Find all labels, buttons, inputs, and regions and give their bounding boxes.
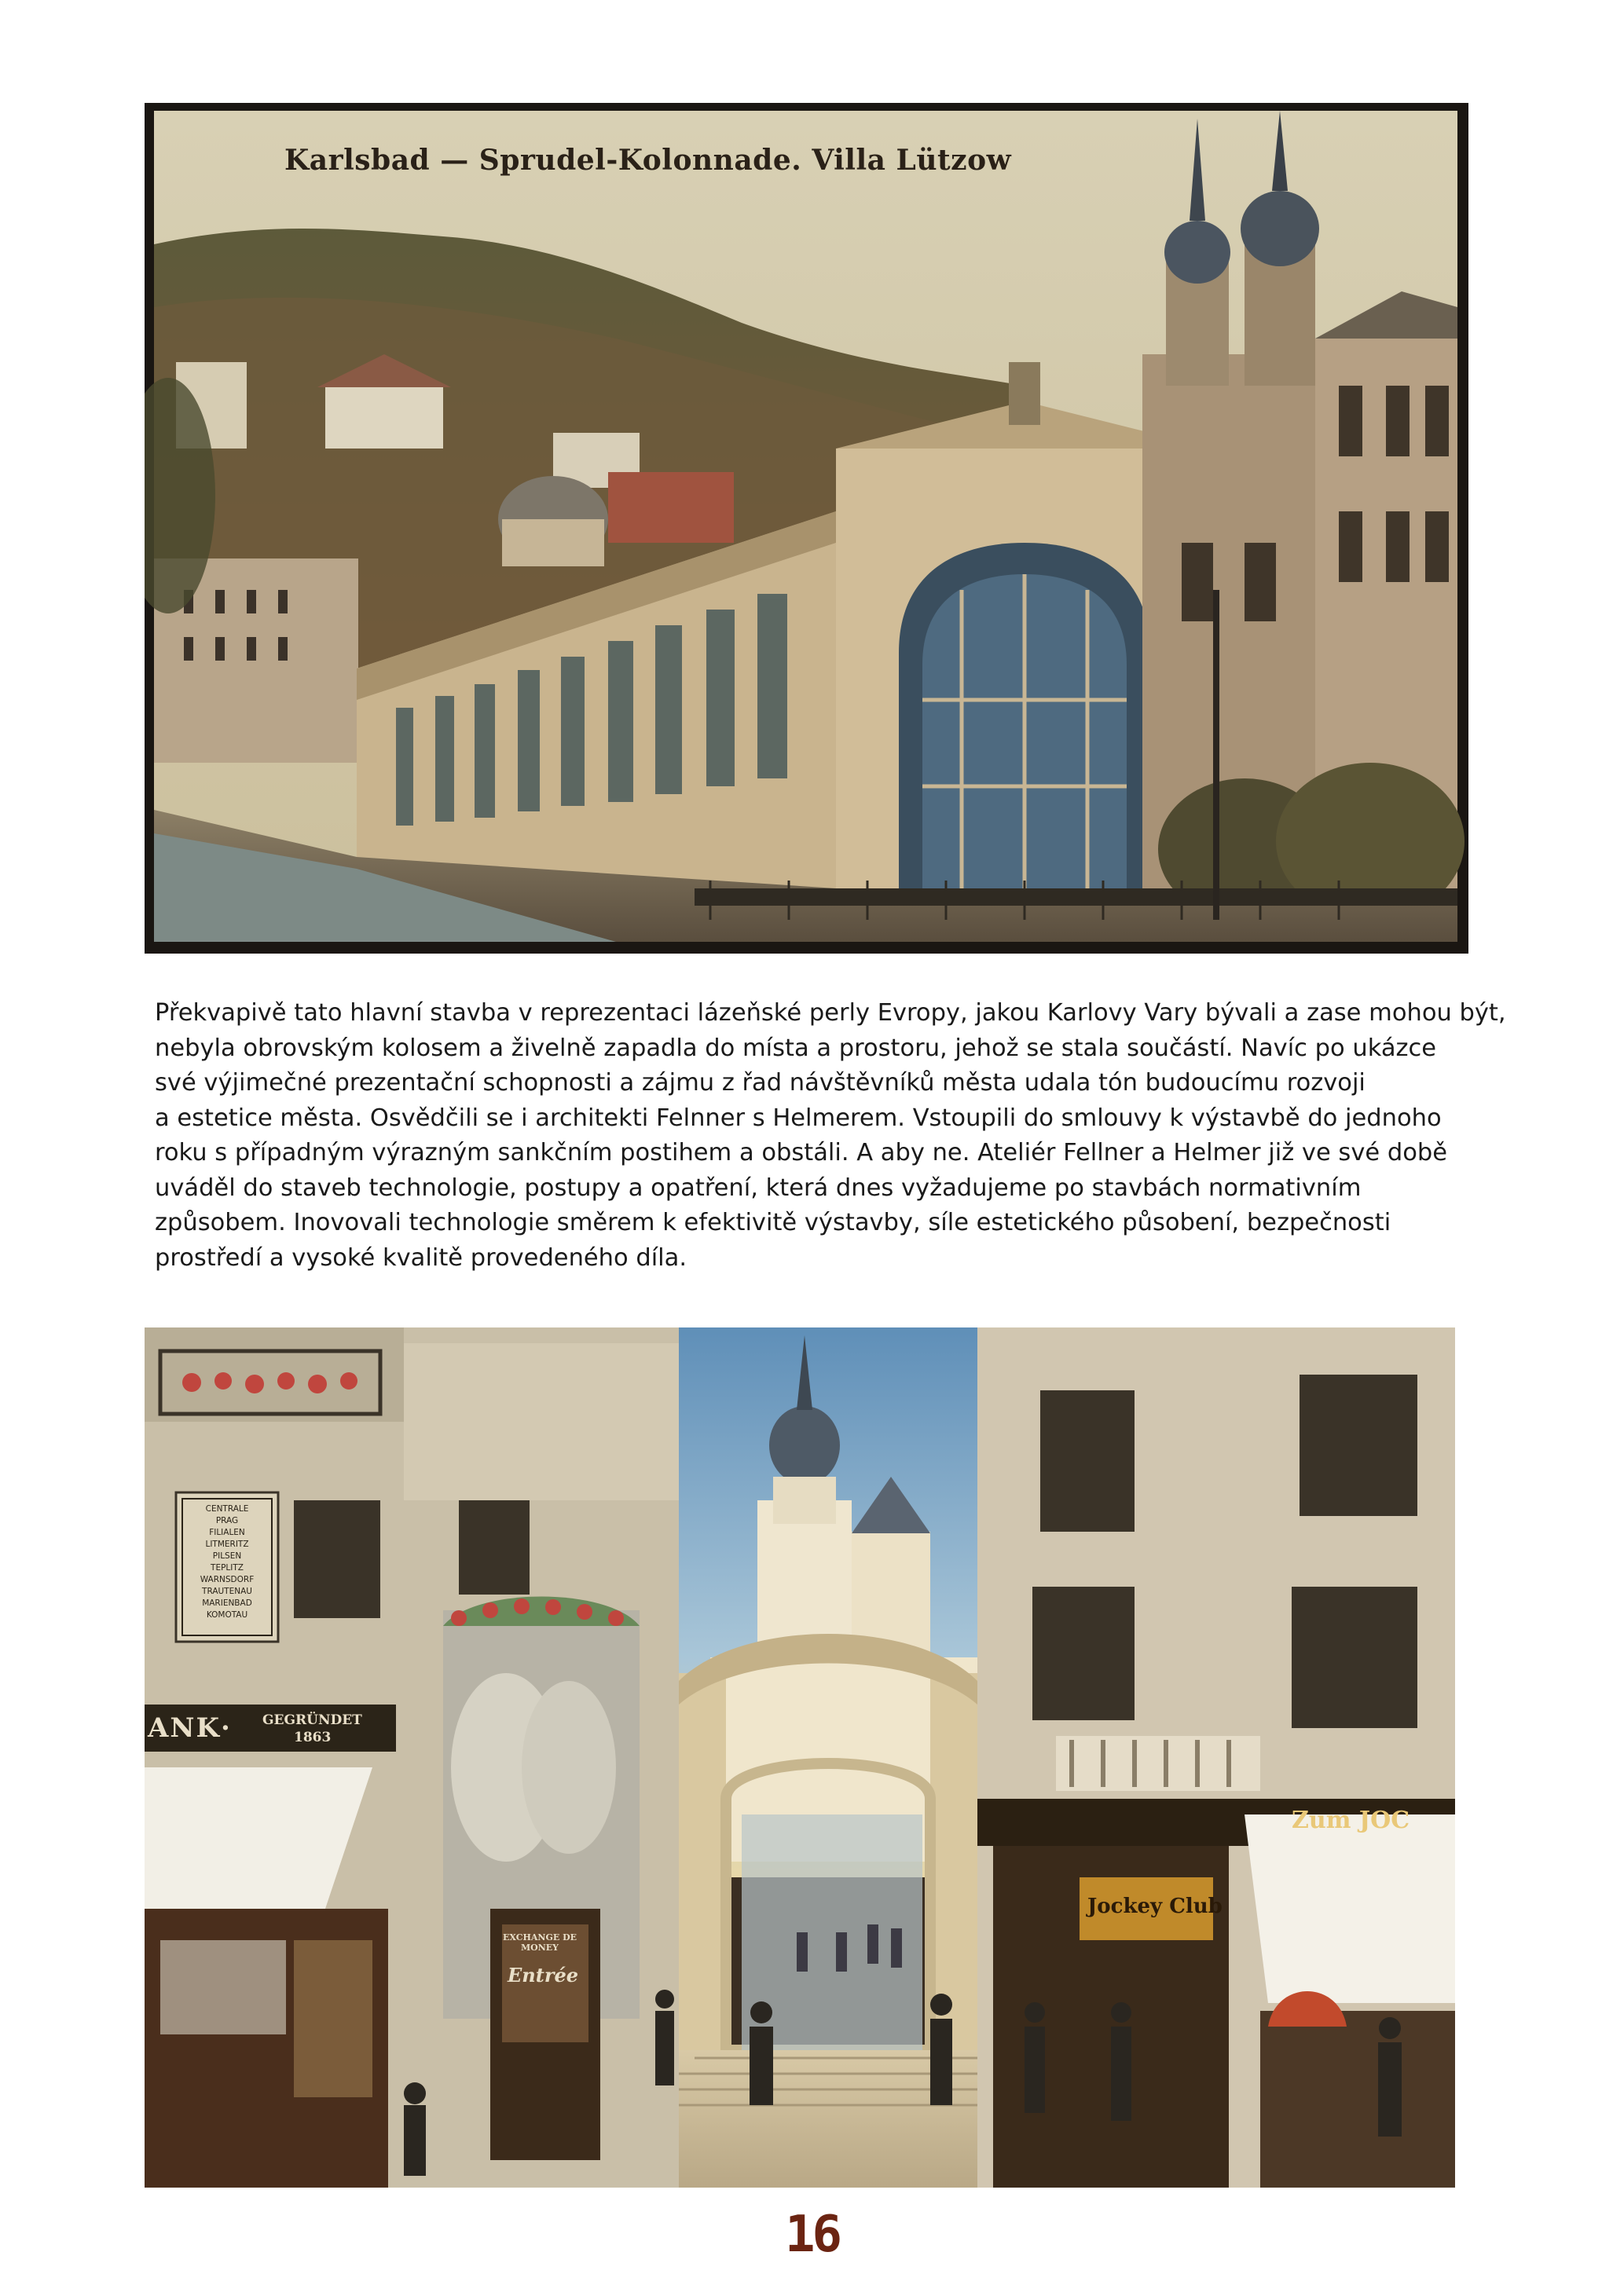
branch-list-board bbox=[185, 1503, 269, 1621]
branch-list-item: PILSEN bbox=[212, 1551, 242, 1561]
paragraph-line: způsobem. Inovovali technologie směrem k efektivitě výstavby, síle estetického působení, bezpečnosti bbox=[155, 1209, 1391, 1236]
paragraph-line: nebyla obrovským kolosem a živelně zapadla do místa a prostoru, jehož se stala součástí. Navíc po ukázce bbox=[155, 1034, 1437, 1062]
branch-list-item: CENTRALE bbox=[205, 1504, 249, 1514]
caption-colonnade: Sprudel-Kolonnade. bbox=[478, 144, 802, 177]
paragraph-line: uváděl do staveb technologie, postupy a opatření, která dnes vyžadujeme po stavbách normativním bbox=[155, 1174, 1362, 1202]
branch-list-item: KOMOTAU bbox=[206, 1610, 248, 1620]
branch-list-item: FILIALEN bbox=[209, 1528, 245, 1537]
exchange-sign: EXCHANGE DE MONEY bbox=[503, 1932, 577, 1953]
founded-year: 1863 bbox=[294, 1730, 332, 1745]
paragraph-line: roku s případným výrazným sankčním postihem a obstáli. A aby ne. Ateliér Fellner a Helmer již ve své době bbox=[155, 1139, 1447, 1166]
bank-sign: ANK· bbox=[148, 1712, 232, 1744]
founded-sign: GEGRÜNDET bbox=[262, 1712, 362, 1728]
street-view-postcard bbox=[145, 1327, 1455, 2188]
branch-list-item: LITMERITZ bbox=[205, 1540, 249, 1549]
branch-list-item: TRAUTENAU bbox=[202, 1587, 252, 1596]
paragraph-line: prostředí a vysoké kvalitě provedeného díla. bbox=[155, 1243, 687, 1272]
postcard-illustration bbox=[145, 103, 1468, 954]
street-illustration bbox=[145, 1327, 1455, 2188]
branch-list-item: TEPLITZ bbox=[211, 1563, 244, 1573]
caption-dash: — bbox=[440, 144, 469, 177]
caption-city: Karlsbad bbox=[284, 144, 431, 177]
branch-list-item: MARIENBAD bbox=[202, 1598, 252, 1608]
paragraph-line: Překvapivě tato hlavní stavba v reprezentaci lázeňské perly Evropy, jakou Karlovy Vary bývali a zase mohou být, bbox=[155, 999, 1506, 1027]
paragraph-line: a estetice města. Osvědčili se i architekti Felnner s Helmerem. Vstoupili do smlouvy k výstavbě do jednoho bbox=[155, 1104, 1442, 1132]
postcard-caption bbox=[284, 144, 1011, 177]
zum-sign: Zum JOC bbox=[1292, 1807, 1410, 1834]
branch-list-item: WARNSDORF bbox=[200, 1575, 255, 1584]
caption-villa: Villa Lützow bbox=[812, 144, 1012, 177]
sprudel-colonnade-postcard bbox=[145, 103, 1468, 954]
paragraph-line: své výjimečné prezentační schopnosti a zájmu z řad návštěvníků města udala tón budoucímu rozvoji bbox=[155, 1069, 1366, 1097]
body-paragraph bbox=[155, 996, 1506, 1276]
jockey-club-sign: Jockey Club bbox=[1087, 1895, 1223, 1918]
page-number: 16 bbox=[784, 2206, 840, 2264]
entree-sign: Entrée bbox=[508, 1964, 579, 1987]
branch-list-item: PRAG bbox=[215, 1516, 239, 1525]
